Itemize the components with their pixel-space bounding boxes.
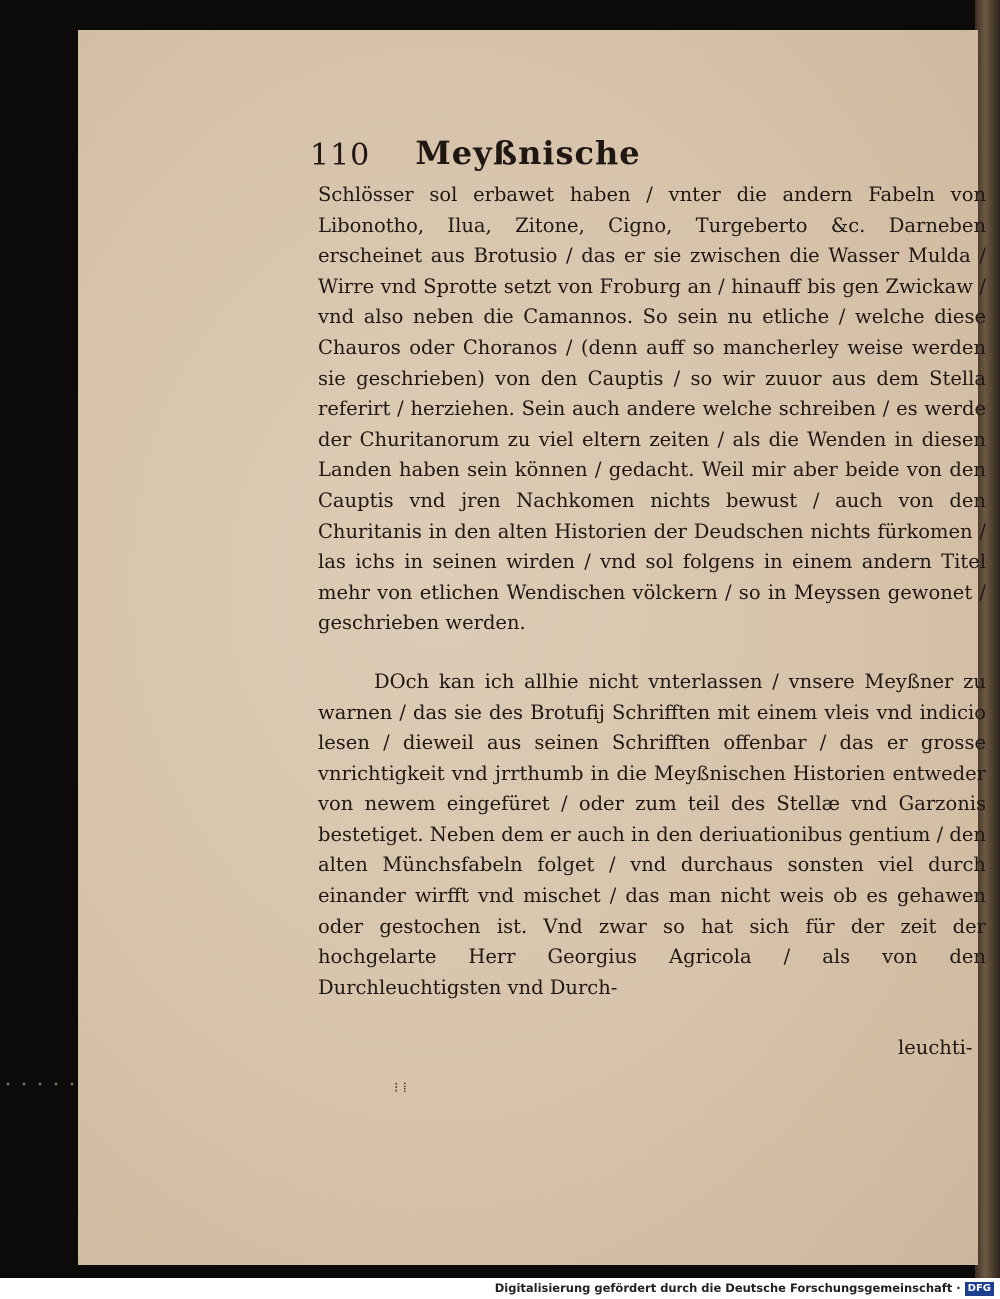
paragraph-1: Schlösser sol erbawet haben / vnter die andern Fabeln von Libonotho, Ilua, Zitone, Cigno, Turgeberto &c. Darneben erscheinet aus Brotusio / das er sie zwischen die Wasser Mulda / Wirre vnd Sprotte setzt von Froburg an / hinauff bis gen Zwickaw / vnd also neben die Camannos. So sein nu etliche / welche diese Chauros oder Choranos / (denn auff so mancherley weise werden sie geschrieben) von den Cauptis / so wir zuuor aus dem Stella referirt / herziehen. Sein auch andere welche schreiben / es werde der Churitanorum zu viel eltern zeiten / als die Wenden in diesen Landen haben sein können / gedacht. Weil mir aber beide von den Cauptis vnd jren Nachkomen nichts bewust / auch von den Churitanis in den alten Historien der Deudschen nichts fürkomen / las ichs in seinen wirden / vnd sol folgens in einem andern Titel mehr von etlichen Wendischen völckern / so in Meyssen gewonet / geschrieben werden.	[318, 183, 986, 635]
digitization-footer	[0, 1278, 1000, 1299]
paragraph-2: DOch kan ich allhie nicht vnterlassen / vnsere Meyßner zu warnen / das sie des Brotufij Schrifften mit einem vleis vnd indicio lesen / dieweil aus seinen Schrifften offenbar / das er grosse vnrichtigkeit vnd jrrthumb in die Meyßnischen Historien entweder von newem eingefüret / oder zum teil des Stellæ vnd Garzonis bestetiget. Neben dem er auch in den deriuationibus gentium / den alten Münchsfabeln folget / vnd durchaus sonsten viel durch einander wirfft vnd mischet / das man nicht weis ob es gehawen oder gestochen ist. Vnd zwar so hat sich für der zeit der hochgelarte Herr Georgius Agricola / als von den Durchleuchtigsten vnd Durch-	[318, 669, 986, 999]
catchword: leuchti-	[898, 1036, 973, 1059]
body-text	[318, 180, 986, 1003]
ruler-dots	[0, 1082, 78, 1086]
dfg-logo-icon: DFG	[965, 1282, 994, 1296]
gutter-marks: ⁝ ⁞	[394, 1080, 407, 1096]
footer-credit-text: Digitalisierung gefördert durch die Deutsche Forschungsgemeinschaft ·	[494, 1281, 961, 1295]
running-head: Meyßnische	[415, 134, 641, 172]
page-number: 110	[310, 138, 371, 173]
book-page	[78, 30, 986, 1265]
